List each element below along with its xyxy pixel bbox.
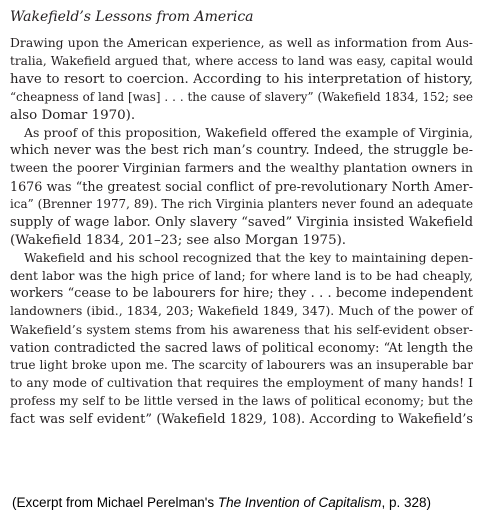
text-line: Drawing upon the American experience, as well as information from Aus- <box>10 36 473 50</box>
text-line: vation contradicted the sacred laws of political economy: “At length the <box>10 340 473 356</box>
book-page <box>10 8 473 429</box>
text-line: (Wakefield 1834, 201–23; see also Morgan 1975). <box>10 232 347 248</box>
text-line: “cheapness of land [was] . . . the cause of slavery” (Wakefield 1834, 152; see <box>10 89 473 104</box>
text-line: which never was the best rich man’s country. Indeed, the struggle be- <box>10 143 473 159</box>
text-line: also Domar 1970). <box>10 107 136 123</box>
text-line: Wakefield and his school recognized that the key to maintaining depen- <box>24 250 473 265</box>
text-line: fact was self evident” (Wakefield 1829, 108). According to Wakefield’s <box>10 411 473 427</box>
book-title: The Invention of Capitalism <box>217 495 382 510</box>
text-line: to any mode of cultivation that requires the employment of many hands! I <box>10 375 473 390</box>
running-head: Wakefield’s Lessons from America <box>10 9 254 25</box>
text-line: tralia, Wakefield argued that, where access to land was easy, capital would <box>10 53 473 68</box>
text-line: have to resort to coercion. According to his interpretation of history, <box>10 71 473 87</box>
paragraph-2 <box>10 124 473 249</box>
source-caption <box>12 494 431 512</box>
text-line: As proof of this proposition, Wakefield offered the example of Virginia, <box>24 125 473 141</box>
text-line: workers “cease to be labourers for hire; they . . . become independent <box>10 286 473 302</box>
text-line: tween the poorer Virginian farmers and the wealthy plantation owners in <box>10 161 473 176</box>
text-line: dent labor was the high price of land; for where land is to be had cheaply, <box>10 268 473 283</box>
text-line: profess my self to be little versed in the laws of political economy; but the <box>10 393 473 408</box>
paragraph-1 <box>10 35 473 124</box>
paragraph-3 <box>10 250 473 429</box>
caption-suffix: , p. 328) <box>381 495 432 510</box>
text-line: landowners (ibid., 1834, 203; Wakefield 1849, 347). Much of the power of <box>10 304 473 319</box>
text-line: 1676 was “the greatest social conflict of pre-revolutionary North Amer- <box>10 179 473 195</box>
text-line: supply of wage labor. Only slavery “saved” Virginia insisted Wakefield <box>10 214 473 230</box>
text-line: Wakefield’s system stems from his awareness that his self-evident obser- <box>10 322 473 338</box>
caption-prefix: (Excerpt from Michael Perelman's <box>12 495 218 510</box>
text-line: ica” (Brenner 1977, 89). The rich Virginia planters never found an adequate <box>10 197 473 212</box>
text-line: true light broke upon me. The scarcity of labourers was an insuperable bar <box>10 358 473 373</box>
